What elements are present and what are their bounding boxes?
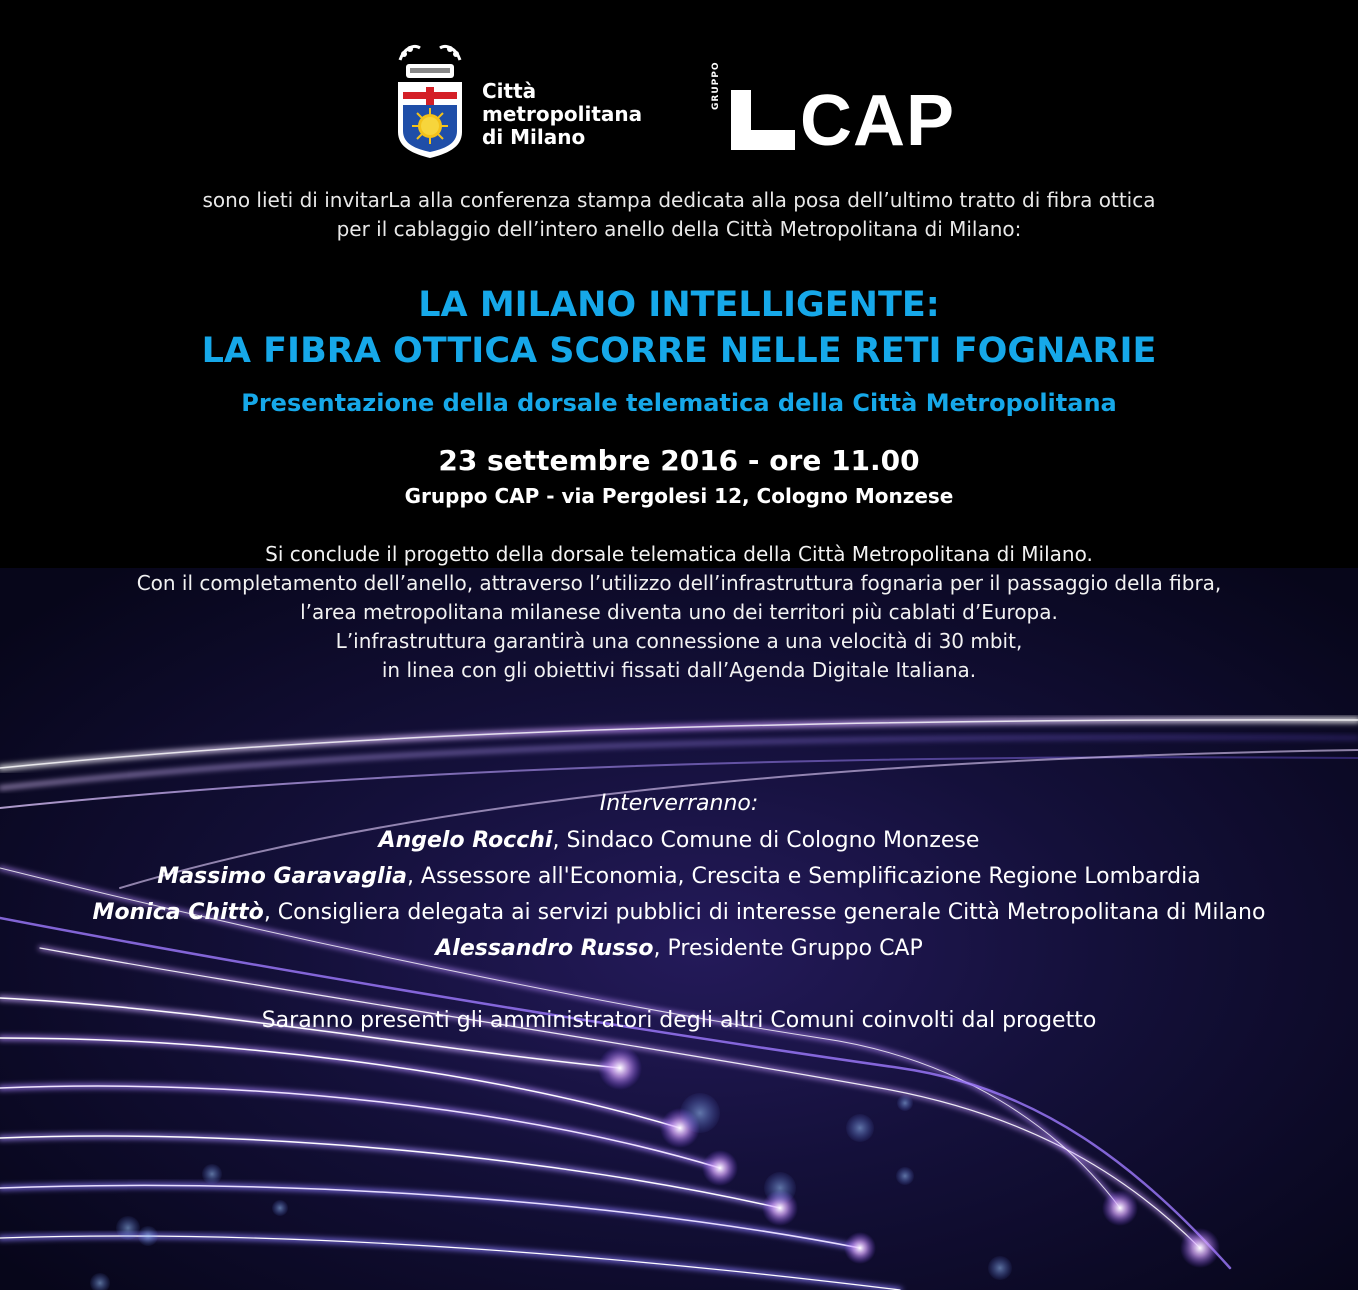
speaker-role: , Presidente Gruppo CAP (653, 936, 923, 961)
intro-line: sono lieti di invitarLa alla conferenza stampa dedicata alla posa dell’ultimo tratto di fibra ottica (202, 188, 1156, 212)
event-subtitle: Presentazione della dorsale telematica della Città Metropolitana (241, 389, 1117, 417)
speaker-role: , Sindaco Comune di Cologno Monzese (552, 828, 980, 853)
body-line: l’area metropolitana milanese diventa uno dei territori più cablati d’Europa. (300, 600, 1058, 624)
speaker-row (0, 859, 1358, 895)
cap-hands-icon (731, 90, 795, 150)
fiber-tips (598, 1046, 1220, 1268)
intro-line: per il cablaggio dell’intero anello della Città Metropolitana di Milano: (336, 217, 1022, 241)
speaker-row (0, 931, 1358, 967)
cmm-line-1: Città (482, 79, 537, 103)
speaker-row (0, 895, 1358, 931)
body-line: Si conclude il progetto della dorsale telematica della Città Metropolitana di Milano. (265, 542, 1093, 566)
bokeh-dots (90, 1093, 1012, 1290)
cmm-line-2: metropolitana (482, 102, 643, 126)
citta-metropolitana-name (482, 80, 642, 149)
event-date: 23 settembre 2016 - ore 11.00 (438, 444, 920, 477)
speaker-name: Alessandro Russo (435, 936, 654, 961)
speaker-role: , Consigliera delegata ai servizi pubblici di interesse generale Città Metropolitana di Milano (263, 900, 1266, 925)
body-line: Con il completamento dell’anello, attraverso l’utilizzo dell’infrastruttura fognaria per il passaggio della fibra, (136, 571, 1222, 595)
speaker-name: Massimo Garavaglia (157, 864, 407, 889)
event-title (0, 282, 1358, 374)
speaker-name: Monica Chittò (92, 900, 264, 925)
cap-wordmark: CAP (800, 81, 956, 161)
logo-bar (0, 40, 1358, 170)
speakers-list (0, 823, 1358, 967)
speaker-name: Angelo Rocchi (378, 828, 553, 853)
speakers-heading: Interverranno: (599, 791, 759, 816)
project-description (0, 540, 1358, 685)
intro-text (0, 186, 1358, 244)
cap-gruppo-label: GRUPPO (711, 61, 721, 110)
title-line: LA MILANO INTELLIGENTE: (418, 285, 940, 325)
coat-of-arms-icon (390, 40, 470, 160)
event-venue: Gruppo CAP - via Pergolesi 12, Cologno Monzese (404, 484, 954, 508)
speaker-role: , Assessore all'Economia, Crescita e Semplificazione Regione Lombardia (406, 864, 1201, 889)
title-line: LA FIBRA OTTICA SCORRE NELLE RETI FOGNARIE (201, 331, 1157, 371)
body-line: in linea con gli obiettivi fissati dall’Agenda Digitale Italiana. (381, 658, 977, 682)
gruppo-cap-logo (711, 61, 980, 161)
cmm-line-3: di Milano (482, 125, 586, 149)
citta-metropolitana-logo (390, 40, 655, 165)
speaker-row (0, 823, 1358, 859)
body-line: L’infrastruttura garantirà una connessione a una velocità di 30 mbit, (335, 629, 1023, 653)
closing-note: Saranno presenti gli amministratori degli altri Comuni coinvolti dal progetto (261, 1008, 1097, 1033)
